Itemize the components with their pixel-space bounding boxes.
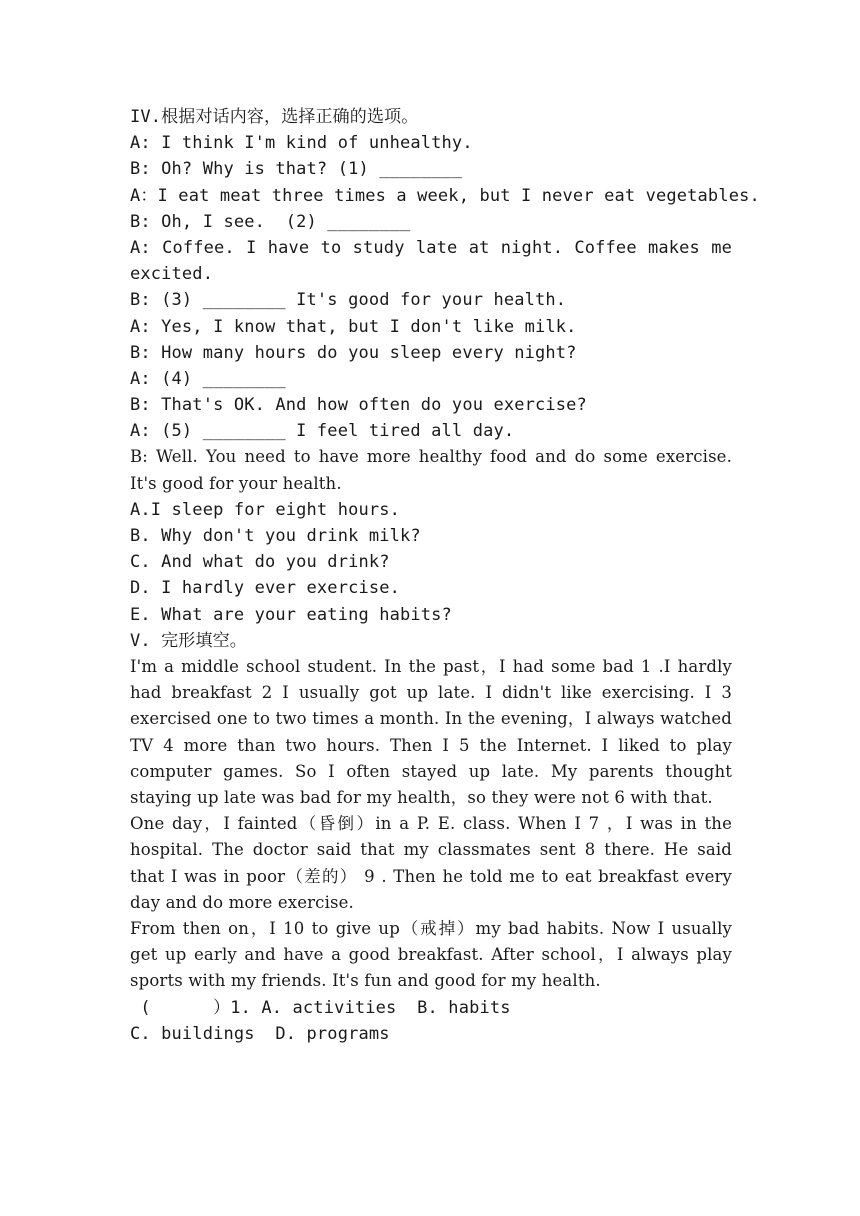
dialogue-line: B: That's OK. And how often do you exercise?	[130, 395, 587, 416]
option-b: B. Why don't you drink milk?	[130, 526, 421, 547]
dialogue-line: B: Oh, I see. (2) ________	[130, 211, 411, 232]
cloze-paragraph: One day，I fainted（昏倒）in a P. E. class. When I 7 ，I was in the hospital. The doctor said that my classmates sent 8 there. He said that I was in poor（差的） 9 . Then he told me to eat breakfast every day and do more exercise.	[130, 814, 732, 912]
dialogue-line: A：I eat meat three times a week, but I never eat vegetables.	[130, 185, 760, 206]
option-e: E. What are your eating habits?	[130, 604, 452, 625]
dialogue-line: B: Oh? Why is that? (1) ________	[130, 159, 463, 180]
dialogue-line: A: Coffee. I have to study late at night. Coffee makes me excited.	[130, 237, 732, 285]
option-c: C. And what do you drink?	[130, 552, 390, 573]
dialogue-line: B: (3) ________ It's good for your health.	[130, 290, 567, 311]
question-1-line-2: C. buildings D. programs	[130, 1023, 390, 1044]
option-a: A.I sleep for eight hours.	[130, 499, 401, 520]
dialogue-line: B: Well. You need to have more healthy food and do some exercise. It's good for your health.	[130, 447, 732, 493]
dialogue-line: A: (5) ________ I feel tired all day.	[130, 421, 515, 442]
dialogue-line: A: I think I'm kind of unhealthy.	[130, 133, 473, 154]
dialogue-line: A: Yes, I know that, but I don't like milk.	[130, 316, 577, 337]
option-d: D. I hardly ever exercise.	[130, 578, 401, 599]
section-heading-dialogue: IV.根据对话内容，选择正确的选项。	[130, 107, 419, 127]
worksheet-page	[130, 104, 760, 1047]
cloze-paragraph: From then on，I 10 to give up（戒掉）my bad habits. Now I usually get up early and have a good breakfast. After school，I always play sports with my friends. It's fun and good for my health.	[130, 919, 732, 991]
cloze-paragraph: I'm a middle school student. In the past，I had some bad 1 .I hardly had breakfast 2 I usually got up late. I didn't like exercising. I 3 exercised one to two times a month. In the evening，I always watched TV 4 more than two hours. Then I 5 the Internet. I liked to play computer games. So I often stayed up late. My parents thought staying up late was bad for my health，so they were not 6 with that.	[130, 657, 732, 808]
question-1-line-1: ( ）1. A. activities B. habits	[130, 997, 511, 1018]
dialogue-line: B: How many hours do you sleep every night?	[130, 342, 577, 363]
dialogue-line: A: (4) ________	[130, 368, 286, 389]
section-heading-cloze: V. 完形填空。	[130, 630, 247, 651]
